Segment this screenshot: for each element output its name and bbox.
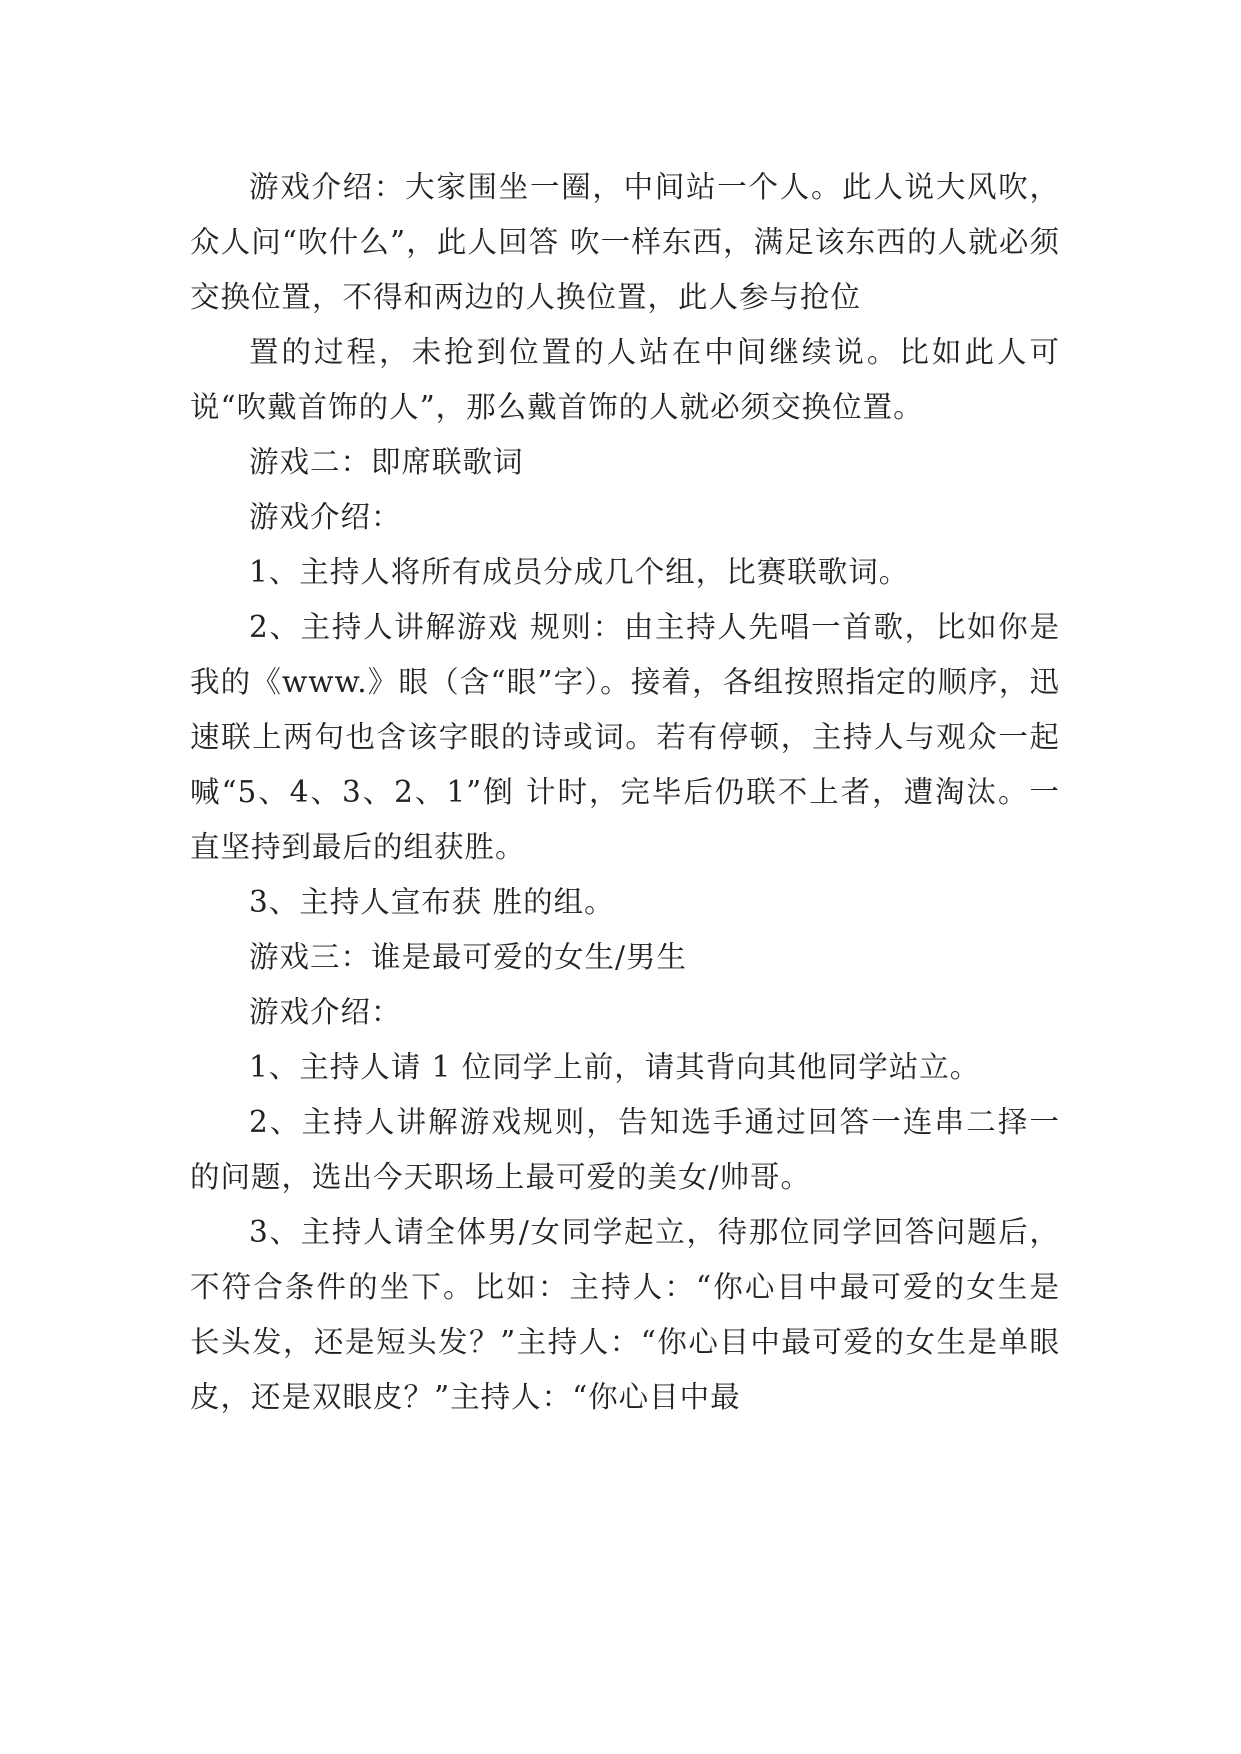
game-three-step-3: 3、主持人请全体男/女同学起立，待那位同学回答问题后，不符合条件的坐下。比如：主持人：“你心目中最可爱的女生是长头发，还是短头发？”主持人：“你心目中最可爱的女生是单眼皮，还是双眼皮？”主持人：“你心目中最 [190, 1215, 1060, 1414]
game-two-step-1: 1、主持人将所有成员分成几个组，比赛联歌词。 [249, 555, 910, 589]
document-body [190, 160, 1060, 1425]
game-two-step-3: 3、主持人宣布获 胜的组。 [249, 885, 615, 919]
paragraph-game-intro-part2: 置的过程，未抢到位置的人站在中间继续说。比如此人可说“吹戴首饰的人”，那么戴首饰的人就必须交换位置。 [190, 335, 1060, 424]
paragraph-game-intro-part1: 游戏介绍：大家围坐一圈，中间站一个人。此人说大风吹，众人问“吹什么”，此人回答 吹一样东西，满足该东西的人就必须交换位置，不得和两边的人换位置，此人参与抢位 [190, 170, 1060, 314]
game-two-intro-label: 游戏介绍： [249, 500, 402, 534]
game-three-step-2: 2、主持人讲解游戏规则，告知选手通过回答一连串二择一的问题，选出今天职场上最可爱的美女/帅哥。 [190, 1105, 1060, 1194]
game-three-step-1: 1、主持人请 1 位同学上前，请其背向其他同学站立。 [249, 1050, 981, 1084]
game-two-step-2: 2、主持人讲解游戏 规则：由主持人先唱一首歌，比如你是我的《www.》眼（含“眼”字）。接着，各组按照指定的顺序，迅速联上两句也含该字眼的诗或词。若有停顿，主持人与观众一起喊“5、4、3、2、1”倒 计时，完毕后仍联不上者，遭淘汰。一直坚持到最后的组获胜。 [190, 610, 1060, 864]
game-three-intro-label: 游戏介绍： [249, 995, 402, 1029]
heading-game-three: 游戏三：谁是最可爱的女生/男生 [249, 940, 687, 974]
heading-game-two: 游戏二：即席联歌词 [249, 445, 524, 479]
